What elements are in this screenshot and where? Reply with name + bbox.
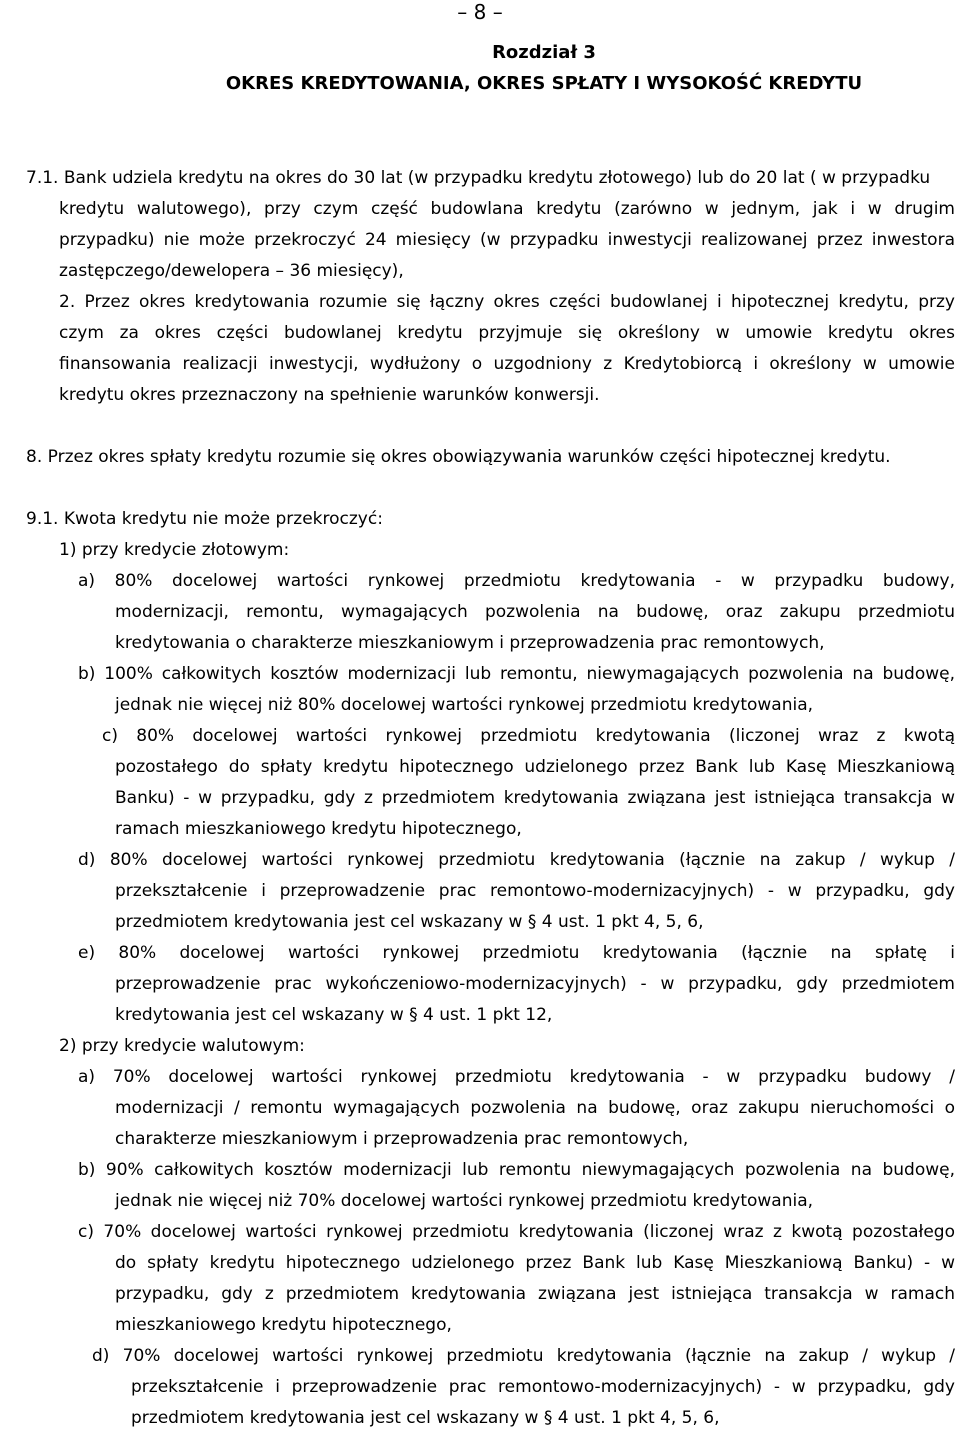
point-1d-line-2: przekształcenie i przeprowadzenie prac remontowo-modernizacyjnych) - w przypadku, gdy — [115, 881, 955, 901]
point-2a-line-3: charakterze mieszkaniowym i przeprowadzenia prac remontowych, — [115, 1129, 689, 1149]
point-1d-line-1: d) 80% docelowej wartości rynkowej przedmiotu kredytowania (łącznie na zakup / wykup / — [78, 850, 955, 870]
point-1c-line-2: pozostałego do spłaty kredytu hipotecznego udzielonego przez Bank lub Kasę Mieszkaniową — [115, 757, 955, 777]
section-7-1-line-1: 7.1. Bank udziela kredytu na okres do 30 lat (w przypadku kredytu złotowego) lub do 20 lat ( w przypadku — [26, 168, 931, 188]
point-2-heading: 2) przy kredycie walutowym: — [59, 1036, 305, 1056]
point-2b-line-1: b) 90% całkowitych kosztów modernizacji lub remontu niewymagających pozwolenia na budowę, — [78, 1160, 955, 1180]
point-1b-line-2: jednak nie więcej niż 80% docelowej wartości rynkowej przedmiotu kredytowania, — [115, 695, 814, 715]
section-7-2-line-3: finansowania realizacji inwestycji, wydłużony o uzgodniony z Kredytobiorcą i określony w umowie — [59, 354, 955, 374]
point-1a-line-2: modernizacji, remontu, wymagających pozwolenia na budowę, oraz zakupu przedmiotu — [115, 602, 955, 622]
point-2d-line-1: d) 70% docelowej wartości rynkowej przedmiotu kredytowania (łącznie na zakup / wykup / — [92, 1346, 955, 1366]
section-9-1: 9.1. Kwota kredytu nie może przekroczyć: — [26, 509, 383, 529]
page-number: – 8 – — [457, 0, 503, 24]
point-2a-line-1: a) 70% docelowej wartości rynkowej przedmiotu kredytowania - w przypadku budowy / — [78, 1067, 955, 1087]
point-2d-line-2: przekształcenie i przeprowadzenie prac remontowo-modernizacyjnych) - w przypadku, gdy — [131, 1377, 955, 1397]
section-7-1-line-3: przypadku) nie może przekroczyć 24 miesięcy (w przypadku inwestycji realizowanej przez inwestora — [59, 230, 955, 250]
point-2b-line-2: jednak nie więcej niż 70% docelowej wartości rynkowej przedmiotu kredytowania, — [115, 1191, 814, 1211]
point-1e-line-1: e) 80% docelowej wartości rynkowej przedmiotu kredytowania (łącznie na spłatę i — [78, 943, 955, 963]
point-1-heading: 1) przy kredycie złotowym: — [59, 540, 290, 560]
point-1c-line-4: ramach mieszkaniowego kredytu hipotecznego, — [115, 819, 522, 839]
point-2d-line-3: przedmiotem kredytowania jest cel wskazany w § 4 ust. 1 pkt 4, 5, 6, — [131, 1408, 720, 1428]
section-8: 8. Przez okres spłaty kredytu rozumie się okres obowiązywania warunków części hipotecznej kredytu. — [26, 447, 891, 467]
point-1d-line-3: przedmiotem kredytowania jest cel wskazany w § 4 ust. 1 pkt 4, 5, 6, — [115, 912, 704, 932]
chapter-title: Rozdział 3 — [492, 42, 596, 63]
section-7-1-line-4: zastępczego/dewelopera – 36 miesięcy), — [59, 261, 404, 281]
point-2a-line-2: modernizacji / remontu wymagających pozwolenia na budowę, oraz zakupu nieruchomości o — [115, 1098, 955, 1118]
point-1a-line-3: kredytowania o charakterze mieszkaniowym i przeprowadzenia prac remontowych, — [115, 633, 825, 653]
point-2c-line-3: przypadku, gdy z przedmiotem kredytowania związana jest istniejąca transakcja w ramach — [115, 1284, 955, 1304]
point-1e-line-2: przeprowadzenie prac wykończeniowo-modernizacyjnych) - w przypadku, gdy przedmiotem — [115, 974, 955, 994]
section-7-2-line-1: 2. Przez okres kredytowania rozumie się łączny okres części budowlanej i hipotecznej kredytu, przy — [59, 292, 955, 312]
section-7-2-line-4: kredytu okres przeznaczony na spełnienie warunków konwersji. — [59, 385, 600, 405]
point-1b-line-1: b) 100% całkowitych kosztów modernizacji lub remontu, niewymagających pozwolenia na budowę, — [78, 664, 955, 684]
chapter-subtitle: OKRES KREDYTOWANIA, OKRES SPŁATY I WYSOKOŚĆ KREDYTU — [225, 73, 863, 94]
section-7-1-line-2: kredytu walutowego), przy czym część budowlana kredytu (zarówno w jednym, jak i w drugim — [59, 199, 955, 219]
point-2c-line-1: c) 70% docelowej wartości rynkowej przedmiotu kredytowania (liczonej wraz z kwotą pozostałego — [78, 1222, 955, 1242]
section-7-2-line-2: czym za okres części budowlanej kredytu przyjmuje się określony w umowie kredytu okres — [59, 323, 955, 343]
point-1e-line-3: kredytowania jest cel wskazany w § 4 ust. 1 pkt 12, — [115, 1005, 553, 1025]
point-1c-line-3: Banku) - w przypadku, gdy z przedmiotem kredytowania związana jest istniejąca transakcja w — [115, 788, 955, 808]
point-1c-line-1: c) 80% docelowej wartości rynkowej przedmiotu kredytowania (liczonej wraz z kwotą — [102, 726, 955, 746]
point-2c-line-4: mieszkaniowego kredytu hipotecznego, — [115, 1315, 452, 1335]
point-2c-line-2: do spłaty kredytu hipotecznego udzielonego przez Bank lub Kasę Mieszkaniową Banku) - w — [115, 1253, 955, 1273]
point-1a-line-1: a) 80% docelowej wartości rynkowej przedmiotu kredytowania - w przypadku budowy, — [78, 571, 955, 591]
